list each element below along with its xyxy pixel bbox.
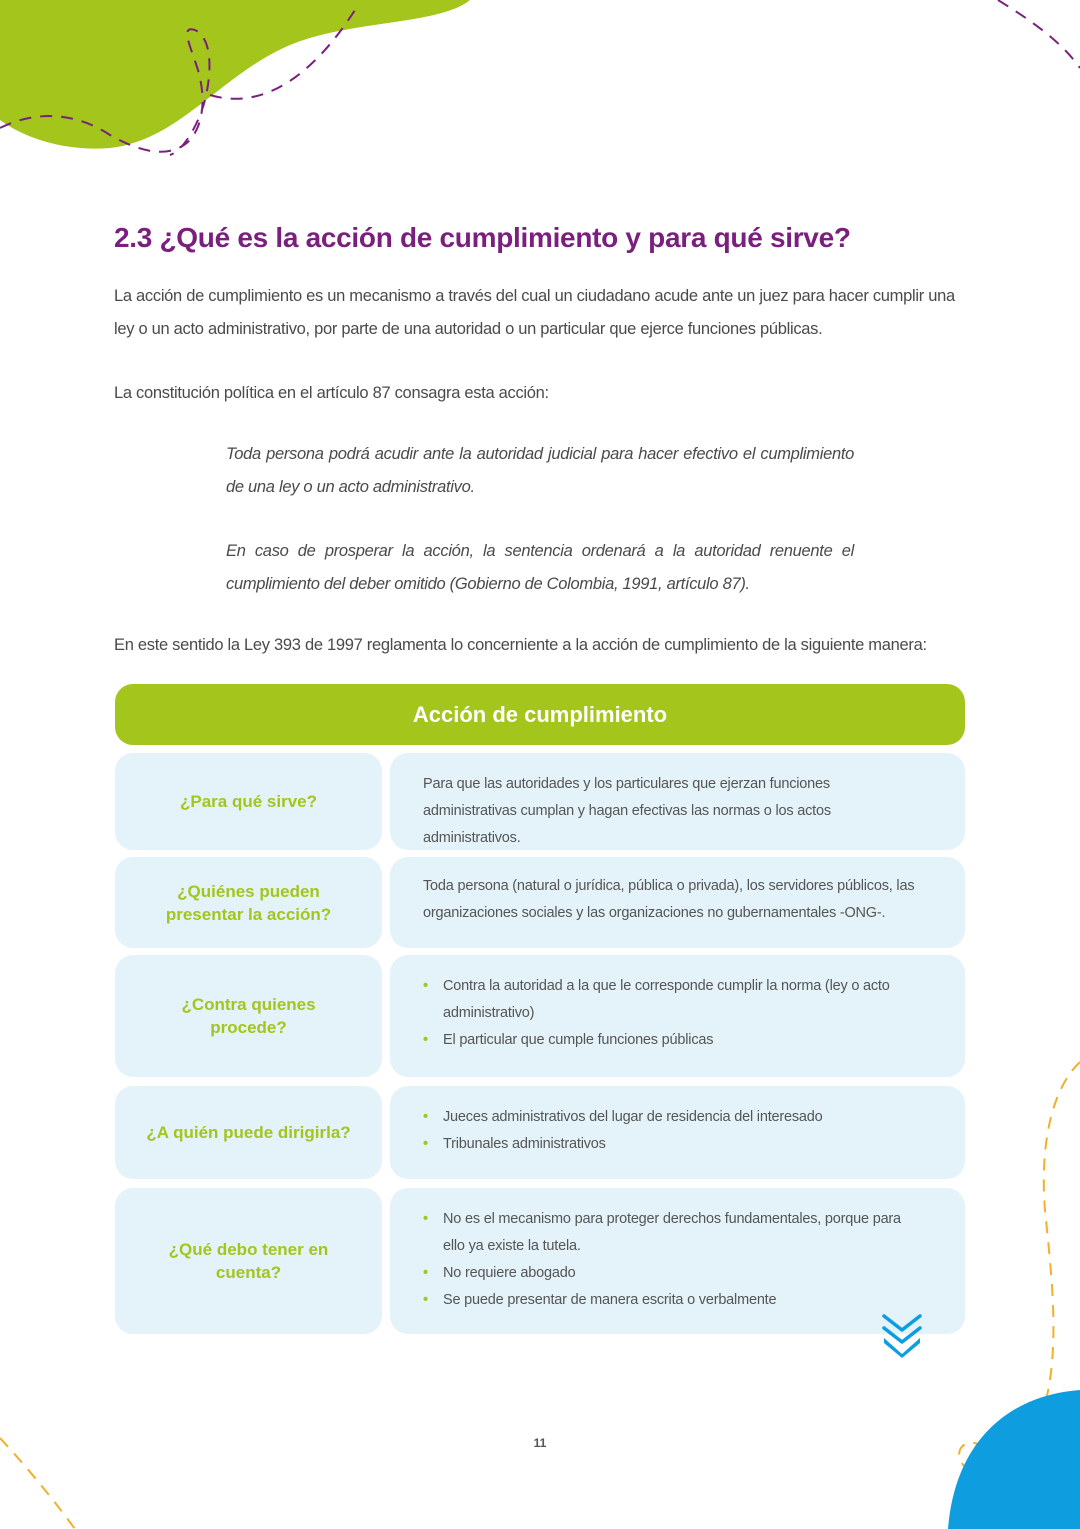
purple-dashed-curve-2 xyxy=(210,10,355,99)
constitution-paragraph: La constitución política en el artículo 87 consagra esta acción: xyxy=(114,384,549,402)
quote-paragraph-2: En caso de prosperar la acción, la sentencia ordenará a la autoridad renuente el cumplimiento del deber omitido (Gobierno de Colombia, 1991, artículo 87). xyxy=(226,542,854,593)
row-answer xyxy=(390,1086,965,1179)
list-item: • Tribunales administrativos xyxy=(423,1131,925,1158)
green-blob-shape xyxy=(0,0,470,149)
section-title: 2.3 ¿Qué es la acción de cumplimiento y para qué sirve? xyxy=(114,222,851,253)
row-question: ¿Quiénes pueden presentar la acción? xyxy=(115,857,382,948)
intro-line-2: ley o un acto administrativo, por parte de una autoridad o un particular que ejerce funciones públicas. xyxy=(114,320,823,338)
row-answer: Toda persona (natural o jurídica, pública o privada), los servidores públicos, las organizaciones sociales y las organizaciones no gubernamentales -ONG-. xyxy=(390,857,965,948)
row-answer: Para que las autoridades y los particulares que ejerzan funciones administrativas cumplan y hagan efectivas las normas o los actos administrativos. xyxy=(390,753,965,850)
row-question: ¿A quién puede dirigirla? xyxy=(115,1086,382,1179)
intro-line-1: La acción de cumplimiento es un mecanismo a través del cual un ciudadano acude ante un juez para hacer cumplir una xyxy=(114,287,955,305)
page-number: 11 xyxy=(533,1436,547,1450)
purple-dashed-curve xyxy=(0,29,209,155)
list-item: • El particular que cumple funciones públicas xyxy=(423,1027,925,1054)
list-item: • Contra la autoridad a la que le corresponde cumplir la norma (ley o acto administrativo) xyxy=(423,973,925,1027)
blue-blob-shape xyxy=(948,1390,1080,1529)
list-item: • Jueces administrativos del lugar de residencia del interesado xyxy=(423,1104,925,1131)
law-paragraph: En este sentido la Ley 393 de 1997 reglamenta lo concerniente a la acción de cumplimiento de la siguiente manera: xyxy=(114,636,927,654)
bullet-list xyxy=(423,1104,925,1158)
row-question: ¿Para qué sirve? xyxy=(115,753,382,850)
row-answer xyxy=(390,955,965,1077)
row-question: ¿Contra quienes procede? xyxy=(115,955,382,1077)
table-header: Acción de cumplimiento xyxy=(115,684,965,745)
row-question: ¿Qué debo tener en cuenta? xyxy=(115,1188,382,1334)
quote-paragraph-1: Toda persona podrá acudir ante la autoridad judicial para hacer efectivo el cumplimiento de una ley o un acto administrativo. xyxy=(226,445,854,496)
double-chevron-down-icon[interactable] xyxy=(880,1310,924,1358)
bullet-list xyxy=(423,1206,925,1314)
bullet-list xyxy=(423,973,925,1054)
purple-dashed-line-top-right xyxy=(998,0,1080,68)
list-item: • No requiere abogado xyxy=(423,1260,925,1287)
row-answer xyxy=(390,1188,965,1334)
list-item: • No es el mecanismo para proteger derechos fundamentales, porque para ello ya existe la tutela. xyxy=(423,1206,925,1260)
intro-paragraph xyxy=(114,280,974,346)
orange-dashed-curve-right xyxy=(959,1062,1080,1529)
orange-dashed-line-bottom-left xyxy=(0,1438,75,1529)
list-item: • Se puede presentar de manera escrita o verbalmente xyxy=(423,1287,925,1314)
